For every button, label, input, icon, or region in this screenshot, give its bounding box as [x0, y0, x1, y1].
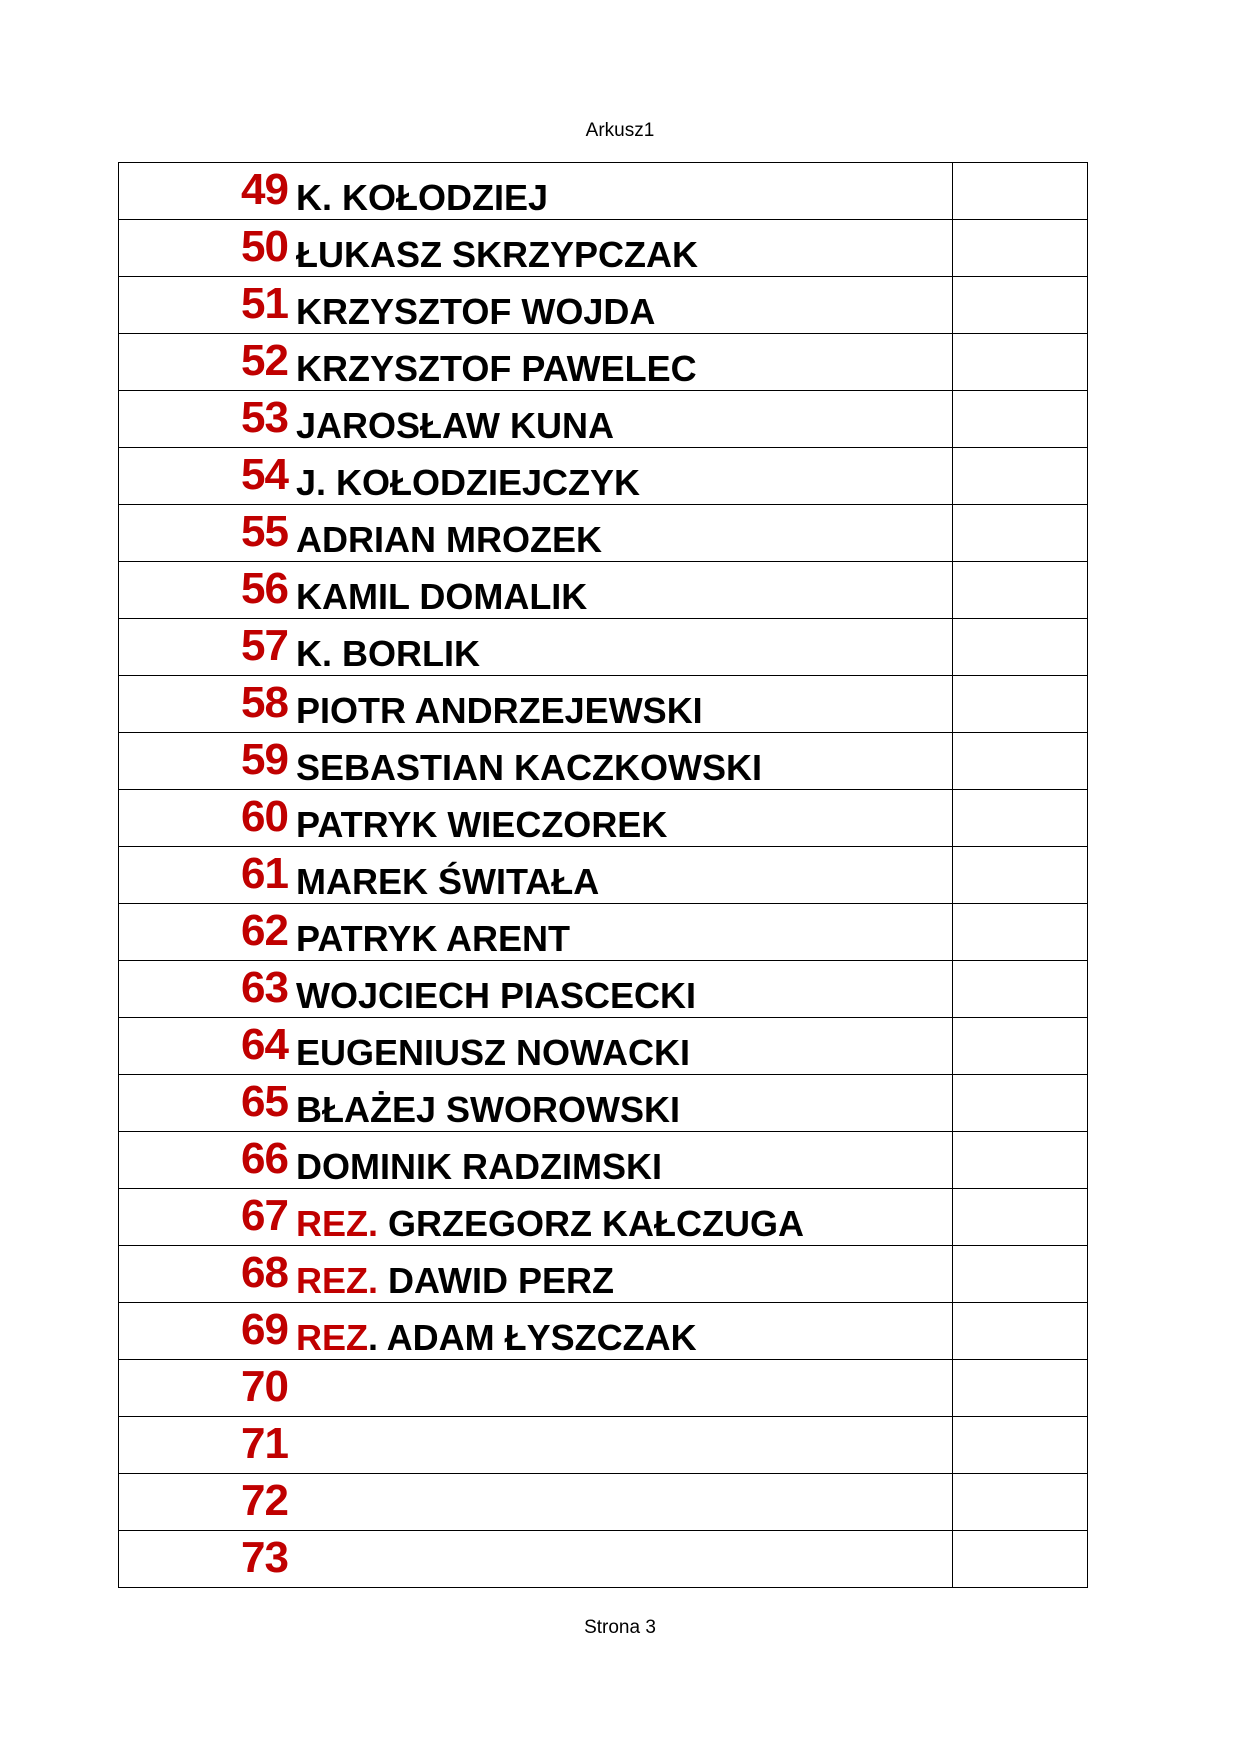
- name-text: PATRYK ARENT: [296, 918, 570, 959]
- name-text: SEBASTIAN KACZKOWSKI: [296, 747, 762, 788]
- row-number: 65: [241, 1077, 288, 1126]
- side-cell[interactable]: [953, 619, 1088, 676]
- name-text: WOJCIECH PIASCECKI: [296, 975, 697, 1016]
- table-row: [119, 1303, 1088, 1360]
- side-cell[interactable]: [953, 1531, 1088, 1588]
- name-text: J. KOŁODZIEJCZYK: [296, 462, 641, 503]
- name-text: KRZYSZTOF WOJDA: [296, 291, 656, 332]
- name-cell[interactable]: [119, 334, 953, 391]
- table-row: [119, 676, 1088, 733]
- player-name: [296, 632, 480, 676]
- player-name: [296, 176, 548, 220]
- name-text: GRZEGORZ KAŁCZUGA: [378, 1203, 804, 1244]
- page-number: Strona 3: [584, 1617, 656, 1638]
- name-cell[interactable]: [119, 1417, 953, 1474]
- name-cell[interactable]: [119, 277, 953, 334]
- player-name: [296, 575, 587, 619]
- name-text: K. KOŁODZIEJ: [296, 177, 549, 218]
- roster-table: [118, 162, 1088, 1588]
- side-cell[interactable]: [953, 163, 1088, 220]
- name-text: K. BORLIK: [296, 633, 480, 674]
- player-name: [296, 1031, 690, 1075]
- side-cell[interactable]: [953, 1246, 1088, 1303]
- name-cell[interactable]: [119, 1531, 953, 1588]
- side-cell[interactable]: [953, 1360, 1088, 1417]
- name-text: EUGENIUSZ NOWACKI: [296, 1032, 691, 1073]
- table-row: [119, 1189, 1088, 1246]
- side-cell[interactable]: [953, 1474, 1088, 1531]
- side-cell[interactable]: [953, 448, 1088, 505]
- table-row: [119, 1075, 1088, 1132]
- side-cell[interactable]: [953, 1132, 1088, 1189]
- name-cell[interactable]: [119, 1246, 953, 1303]
- row-number: 50: [241, 222, 288, 271]
- name-text: DOMINIK RADZIMSKI: [296, 1146, 662, 1187]
- side-cell[interactable]: [953, 505, 1088, 562]
- row-number: 53: [241, 393, 288, 442]
- table-row: [119, 961, 1088, 1018]
- side-cell[interactable]: [953, 220, 1088, 277]
- name-text: KAMIL DOMALIK: [296, 576, 588, 617]
- table-row: [119, 904, 1088, 961]
- side-cell[interactable]: [953, 562, 1088, 619]
- name-text: . ADAM ŁYSZCZAK: [368, 1317, 697, 1358]
- player-name: [296, 689, 703, 733]
- table-row: [119, 277, 1088, 334]
- table-row: [119, 562, 1088, 619]
- table-row: [119, 847, 1088, 904]
- table-row: [119, 1018, 1088, 1075]
- name-cell[interactable]: [119, 391, 953, 448]
- side-cell[interactable]: [953, 391, 1088, 448]
- name-cell[interactable]: [119, 961, 953, 1018]
- row-number: 49: [241, 165, 288, 214]
- name-cell[interactable]: [119, 847, 953, 904]
- name-cell[interactable]: [119, 904, 953, 961]
- table-row: [119, 448, 1088, 505]
- player-name: [296, 1145, 662, 1189]
- row-number: 58: [241, 678, 288, 727]
- row-number: 62: [241, 906, 288, 955]
- table-row: [119, 220, 1088, 277]
- player-name: [296, 1259, 614, 1303]
- row-number: 73: [241, 1533, 288, 1582]
- row-number: 54: [241, 450, 288, 499]
- player-name: [296, 746, 762, 790]
- name-text: BŁAŻEJ SWOROWSKI: [296, 1089, 680, 1130]
- name-cell[interactable]: [119, 790, 953, 847]
- player-name: [296, 917, 570, 961]
- player-name: [296, 518, 602, 562]
- table-row: [119, 1531, 1088, 1588]
- name-cell[interactable]: [119, 163, 953, 220]
- name-cell[interactable]: [119, 1303, 953, 1360]
- table-row: [119, 505, 1088, 562]
- name-text: DAWID PERZ: [378, 1260, 615, 1301]
- name-cell[interactable]: [119, 1189, 953, 1246]
- name-cell[interactable]: [119, 676, 953, 733]
- name-text: ADRIAN MROZEK: [296, 519, 602, 560]
- player-name: [296, 1202, 804, 1246]
- name-text: PIOTR ANDRZEJEWSKI: [296, 690, 703, 731]
- table-row: [119, 163, 1088, 220]
- reserve-prefix: REZ: [296, 1317, 368, 1358]
- row-number: 68: [241, 1248, 288, 1297]
- player-name: [296, 1316, 697, 1360]
- reserve-prefix: REZ.: [296, 1203, 379, 1244]
- name-cell[interactable]: [119, 1132, 953, 1189]
- row-number: 72: [241, 1476, 288, 1525]
- name-cell[interactable]: [119, 448, 953, 505]
- player-name: [296, 347, 697, 391]
- name-cell[interactable]: [119, 1018, 953, 1075]
- name-cell[interactable]: [119, 1075, 953, 1132]
- name-cell[interactable]: [119, 733, 953, 790]
- side-cell[interactable]: [953, 1189, 1088, 1246]
- table-row: [119, 1474, 1088, 1531]
- name-cell[interactable]: [119, 1360, 953, 1417]
- row-number: 52: [241, 336, 288, 385]
- row-number: 70: [241, 1362, 288, 1411]
- table-row: [119, 1360, 1088, 1417]
- player-name: [296, 290, 655, 334]
- table-row: [119, 619, 1088, 676]
- row-number: 59: [241, 735, 288, 784]
- name-cell[interactable]: [119, 1474, 953, 1531]
- side-cell[interactable]: [953, 1417, 1088, 1474]
- table-row: [119, 334, 1088, 391]
- table-row: [119, 733, 1088, 790]
- side-cell[interactable]: [953, 1018, 1088, 1075]
- row-number: 69: [241, 1305, 288, 1354]
- side-cell[interactable]: [953, 790, 1088, 847]
- name-text: JAROSŁAW KUNA: [296, 405, 615, 446]
- table-row: [119, 790, 1088, 847]
- player-name: [296, 233, 698, 277]
- player-name: [296, 461, 640, 505]
- player-name: [296, 404, 614, 448]
- player-name: [296, 860, 599, 904]
- sheet-title: Arkusz1: [585, 120, 655, 141]
- side-cell[interactable]: [953, 1075, 1088, 1132]
- reserve-prefix: REZ.: [296, 1260, 379, 1301]
- name-cell[interactable]: [119, 220, 953, 277]
- row-number: 61: [241, 849, 288, 898]
- row-number: 66: [241, 1134, 288, 1183]
- name-cell[interactable]: [119, 619, 953, 676]
- side-cell[interactable]: [953, 1303, 1088, 1360]
- side-cell[interactable]: [953, 904, 1088, 961]
- name-cell[interactable]: [119, 505, 953, 562]
- name-text: MAREK ŚWITAŁA: [296, 861, 600, 902]
- player-name: [296, 803, 667, 847]
- table-row: [119, 391, 1088, 448]
- side-cell[interactable]: [953, 961, 1088, 1018]
- name-text: KRZYSZTOF PAWELEC: [296, 348, 697, 389]
- row-number: 60: [241, 792, 288, 841]
- side-cell[interactable]: [953, 847, 1088, 904]
- row-number: 63: [241, 963, 288, 1012]
- name-text: PATRYK WIECZOREK: [296, 804, 668, 845]
- row-number: 55: [241, 507, 288, 556]
- side-cell[interactable]: [953, 733, 1088, 790]
- table-row: [119, 1132, 1088, 1189]
- row-number: 67: [241, 1191, 288, 1240]
- name-text: ŁUKASZ SKRZYPCZAK: [296, 234, 698, 275]
- row-number: 51: [241, 279, 288, 328]
- player-name: [296, 1088, 680, 1132]
- row-number: 71: [241, 1419, 288, 1468]
- table-row: [119, 1246, 1088, 1303]
- roster-body: [119, 163, 1088, 1588]
- side-cell[interactable]: [953, 676, 1088, 733]
- side-cell[interactable]: [953, 334, 1088, 391]
- row-number: 64: [241, 1020, 288, 1069]
- player-name: [296, 974, 696, 1018]
- name-cell[interactable]: [119, 562, 953, 619]
- row-number: 56: [241, 564, 288, 613]
- side-cell[interactable]: [953, 277, 1088, 334]
- row-number: 57: [241, 621, 288, 670]
- table-row: [119, 1417, 1088, 1474]
